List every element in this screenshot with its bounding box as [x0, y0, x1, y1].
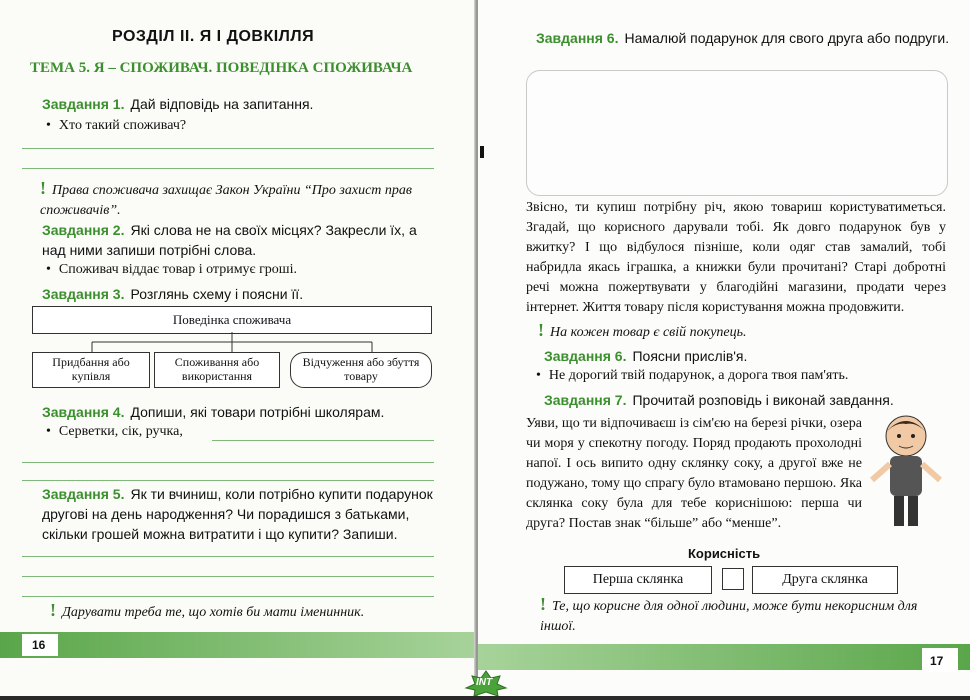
- exclamation-icon: !: [538, 320, 544, 340]
- note-1: [40, 178, 432, 221]
- task-4-bullet: • Серветки, сік, ручка,: [46, 424, 183, 440]
- answer-line: [22, 556, 434, 557]
- story-text: Уяви, що ти відпочиваєш із сім'єю на березі річки, озера чи моря у спекотну погоду. Поряд продають прохолодні напої. І ось випито одну склянку соку, а другої вже не подужано, тому що спрагу було втамовано першою. Яка склянка соку була для тебе кориснішою: перша чи друга? Постав знак “більше” або “менше”.: [526, 416, 862, 531]
- footer-bar: [0, 632, 476, 658]
- right-page: [478, 0, 970, 696]
- page-number: 16: [32, 638, 46, 652]
- chapter-title: РОЗДІЛ ІІ. Я І ДОВКІЛЛЯ: [112, 28, 315, 45]
- task-5-text: Як ти вчиниш, коли потрібно купити подарунок другові на день народження? Чи порадишся з батьками, скільки грошей можна витратити і що купити? Запиши.: [42, 486, 433, 542]
- topic-title: ТЕМА 5. Я – СПОЖИВАЧ. ПОВЕДІНКА СПОЖИВАЧА: [30, 60, 413, 76]
- compare-right-box: Друга склянка: [752, 566, 898, 594]
- task-7: [544, 390, 894, 410]
- right-note-1: [538, 320, 747, 343]
- task-6-draw-label: Завдання 6.: [536, 30, 619, 46]
- task-2: [42, 220, 438, 260]
- task-6-proverb-label: Завдання 6.: [544, 348, 627, 364]
- task-7-text: Прочитай розповідь і виконай завдання.: [632, 392, 894, 408]
- task-4-label: Завдання 4.: [42, 404, 125, 420]
- note-2: [50, 600, 440, 623]
- boy-illustration: [866, 410, 946, 530]
- diagram-box-purchase: Придбання або купівля: [32, 352, 150, 388]
- task-4-text: Допиши, які товари потрібні школярам.: [130, 404, 385, 420]
- task-3-label: Завдання 3.: [42, 286, 125, 302]
- left-page: [0, 0, 476, 696]
- footer-bar: [478, 644, 970, 670]
- task-5: [42, 484, 438, 544]
- diagram-connectors: [32, 332, 432, 354]
- task-1-text: Дай відповідь на запитання.: [130, 96, 314, 112]
- compare-title: Корисність: [688, 546, 761, 561]
- task-6-draw: [536, 28, 956, 48]
- diagram-box-disposal: Відчуження або збуття товару: [290, 352, 432, 388]
- task-3-text: Розглянь схему і поясни її.: [130, 286, 304, 302]
- right-note-1-text: На кожен товар є свій покупець.: [550, 325, 747, 340]
- task-2-bullet: • Споживач віддає товар і отримує гроші.: [46, 262, 297, 278]
- task-5-label: Завдання 5.: [42, 486, 125, 502]
- compare-left-box: Перша склянка: [564, 566, 712, 594]
- answer-line: [212, 440, 434, 441]
- task-7-label: Завдання 7.: [544, 392, 627, 408]
- diagram-box-consumption: Споживання або використання: [154, 352, 280, 388]
- task-2-text: Які слова не на своїх місцях? Закресли їх, а над ними запиши потрібні слова.: [42, 222, 417, 258]
- drawing-area[interactable]: [526, 70, 948, 196]
- exclamation-icon: !: [40, 178, 46, 198]
- task-6-proverb-bullet: • Не дорогий твій подарунок, а дорога твоя пам'ять.: [536, 368, 848, 384]
- task-1-label: Завдання 1.: [42, 96, 125, 112]
- page-number: 17: [930, 654, 944, 668]
- answer-line: [22, 576, 434, 577]
- answer-line: [22, 462, 434, 463]
- note-2-text: Дарувати треба те, що хотів би мати іменинник.: [62, 605, 365, 620]
- diagram-top-box: Поведінка споживача: [32, 306, 432, 334]
- publisher-logo: [464, 670, 508, 696]
- task-1-bullet: • Хто такий споживач?: [46, 118, 186, 134]
- exclamation-icon: !: [540, 594, 546, 614]
- main-paragraph: Звісно, ти купиш потрібну річ, якою товариш користуватиметься. Згадай, що корисного дарували тобі. Як довго подарунок був у вжитку? І що відбулося пізніше, коли одяг став замалий, тобі набридла якась іграшка, а книжки були прочитані? Старі добротні речі можна пожертвувати у благодійні магазини, продати через інтернет. Життя товару після користування можна продовжити.: [526, 200, 946, 315]
- logo-text: INT: [476, 677, 493, 688]
- answer-line: [22, 168, 434, 169]
- task-3: [42, 284, 303, 304]
- task-6-proverb-text: Поясни прислів'я.: [632, 348, 748, 364]
- task-4: [42, 402, 384, 422]
- right-note-2-text: Те, що корисне для одної людини, може бути некорисним для іншої.: [540, 599, 918, 634]
- compare-sign-box[interactable]: [722, 568, 744, 590]
- margin-mark: [480, 146, 484, 158]
- answer-line: [22, 148, 434, 149]
- right-note-2: [540, 594, 940, 637]
- task-2-label: Завдання 2.: [42, 222, 125, 238]
- task-6-draw-text: Намалюй подарунок для свого друга або подруги.: [624, 30, 950, 46]
- task-1: [42, 94, 313, 114]
- answer-line: [22, 480, 434, 481]
- exclamation-icon: !: [50, 600, 56, 620]
- task-6-proverb: [544, 346, 747, 366]
- note-1-text: Права споживача захищає Закон України “Про захист прав споживачів”.: [40, 183, 412, 218]
- answer-line: [22, 596, 434, 597]
